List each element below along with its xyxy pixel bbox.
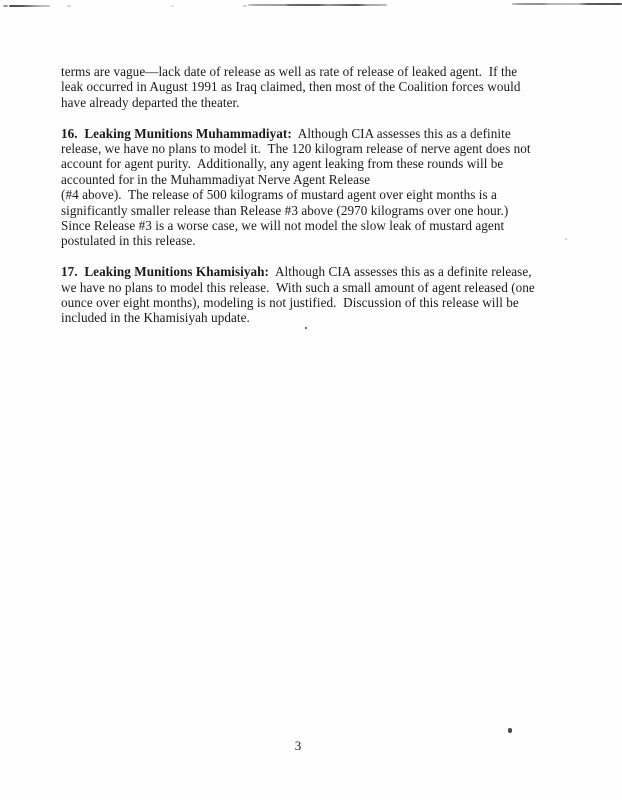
paragraph-16-line: Since Release #3 is a worse case, we will not model the slow leak of mustard agent — [61, 218, 505, 234]
paragraph-16-heading-rest: Although CIA assesses this as a definite — [291, 125, 511, 141]
paragraph-17-first-line — [61, 264, 561, 279]
ink-mark-bottom-right — [508, 728, 512, 733]
paragraph-16-line: significantly smaller release than Release #3 above (2970 kilograms over one hour.) — [61, 202, 509, 218]
paragraph-intro-line: leak occurred in August 1991 as Iraq claimed, then most of the Coalition forces would — [61, 79, 521, 95]
paragraph-16-line: (#4 above). The release of 500 kilograms of mustard agent over eight months is a — [61, 187, 497, 203]
scan-artifact-top-middle-ticks — [243, 5, 247, 7]
paragraph-17-line: included in the Khamisiyah update. — [61, 310, 250, 326]
paragraph-intro-line: terms are vague—lack date of release as well as rate of release of leaked agent. If the — [61, 64, 518, 79]
paragraph-17-heading-rest: Although CIA assesses this as a definite release, — [268, 264, 532, 280]
scan-artifact-top-left-tick-2 — [171, 5, 174, 7]
ink-dot-below-paragraph-17 — [305, 327, 307, 329]
scan-artifact-top-left-dots — [3, 5, 8, 7]
paragraph-16-heading: 16. Leaking Munitions Muhammadiyat: — [61, 125, 292, 141]
paragraph-17-heading: 17. Leaking Munitions Khamisiyah: — [61, 264, 269, 280]
faint-dot-right-margin — [565, 238, 567, 240]
paragraph-16-line: account for agent purity. Additionally, any agent leaking from these rounds will be — [61, 156, 504, 172]
paragraph-16-line: postulated in this release. — [61, 233, 196, 249]
page-number: 3 — [294, 738, 302, 753]
paragraph-17-line: we have no plans to model this release. With such a small amount of agent released (one — [61, 279, 535, 295]
paragraph-16 — [61, 126, 561, 249]
paragraph-16-first-line — [61, 126, 561, 141]
document-text — [61, 64, 561, 326]
scan-artifact-top-left-streak — [9, 5, 50, 7]
paragraph-16-line: accounted for in the Muhammadiyat Nerve Agent Release — [61, 171, 371, 187]
paragraph-intro-line: have already departed the theater. — [61, 94, 240, 110]
paragraph-17-line: ounce over eight months), modeling is not justified. Discussion of this release will be — [61, 295, 519, 311]
paragraph-intro — [61, 64, 561, 110]
scan-artifact-top-middle-streak — [248, 4, 387, 6]
scan-artifact-top-left-tick — [67, 5, 71, 7]
scan-artifact-top-right-streak — [512, 3, 622, 6]
paragraph-17 — [61, 264, 561, 326]
paragraph-16-line: release, we have no plans to model it. The 120 kilogram release of nerve agent does not — [61, 141, 531, 157]
